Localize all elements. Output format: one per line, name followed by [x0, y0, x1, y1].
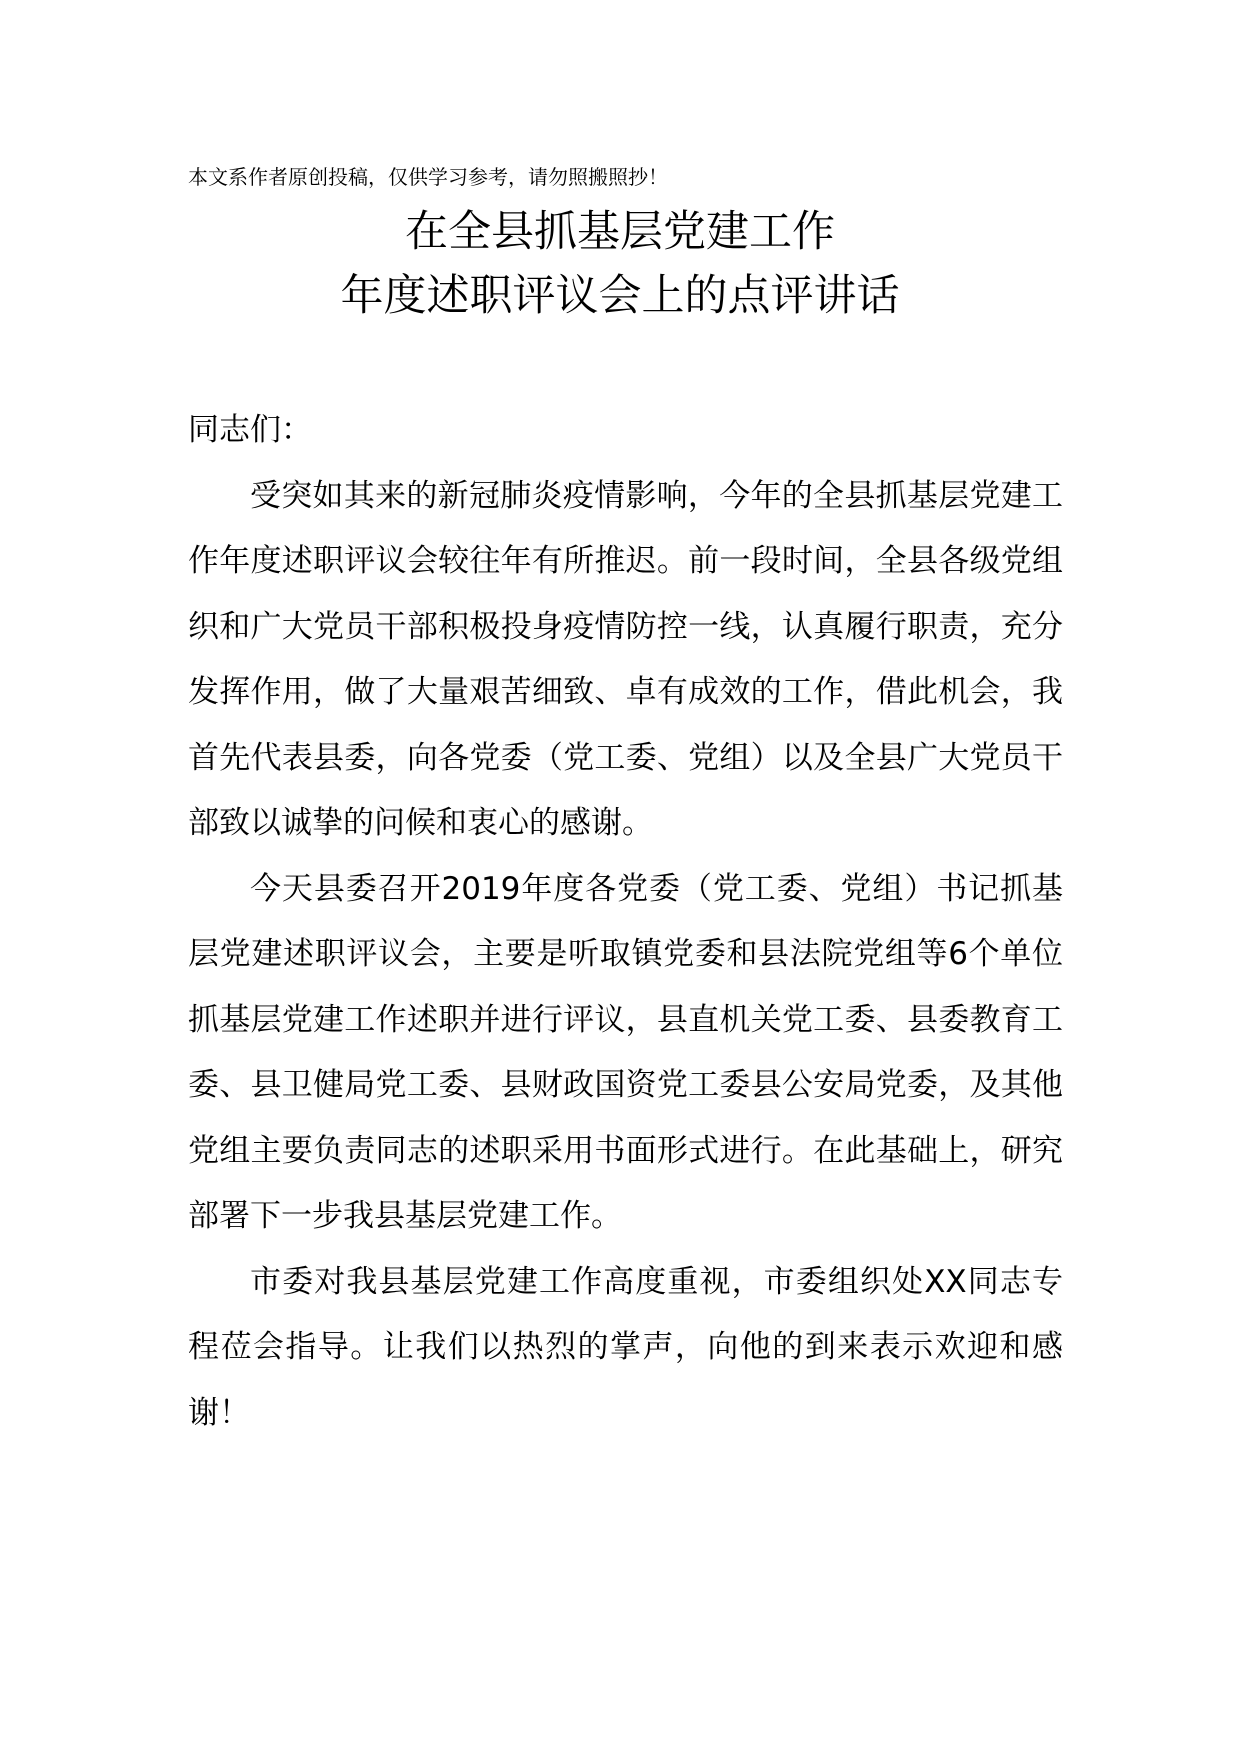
paragraph-2: 今天县委召开2019年度各党委（党工委、党组）书记抓基层党建述职评议会，主要是听取镇党委和县法院党组等6个单位抓基层党建工作述职并进行评议，县直机关党工委、县委教育工委、县卫健局党工委、县财政国资党工委县公安局党委，及其他党组主要负责同志的述职采用书面形式进行。在此基础上，研究部署下一步我县基层党建工作。: [188, 870, 1063, 1234]
paragraph-3: 市委对我县基层党建工作高度重视，市委组织处XX同志专程莅会指导。让我们以热烈的掌声，向他的到来表示欢迎和感谢！: [188, 1263, 1063, 1431]
document-title-line-1: 在全县抓基层党建工作: [405, 207, 835, 257]
copyright-notice: 本文系作者原创投稿，仅供学习参考，请勿照搬照抄！: [188, 165, 668, 189]
document-title-line-2: 年度述职评议会上的点评讲话: [340, 271, 900, 321]
salutation: 同志们：: [188, 412, 312, 448]
paragraph-1: 受突如其来的新冠肺炎疫情影响，今年的全县抓基层党建工作年度述职评议会较往年有所推迟。前一段时间，全县各级党组织和广大党员干部积极投身疫情防控一线，认真履行职责，充分发挥作用，做了大量艰苦细致、卓有成效的工作，借此机会，我首先代表县委，向各党委（党工委、党组）以及全县广大党员干部致以诚挚的问候和衷心的感谢。: [188, 477, 1063, 841]
document-body: [188, 398, 1063, 1446]
